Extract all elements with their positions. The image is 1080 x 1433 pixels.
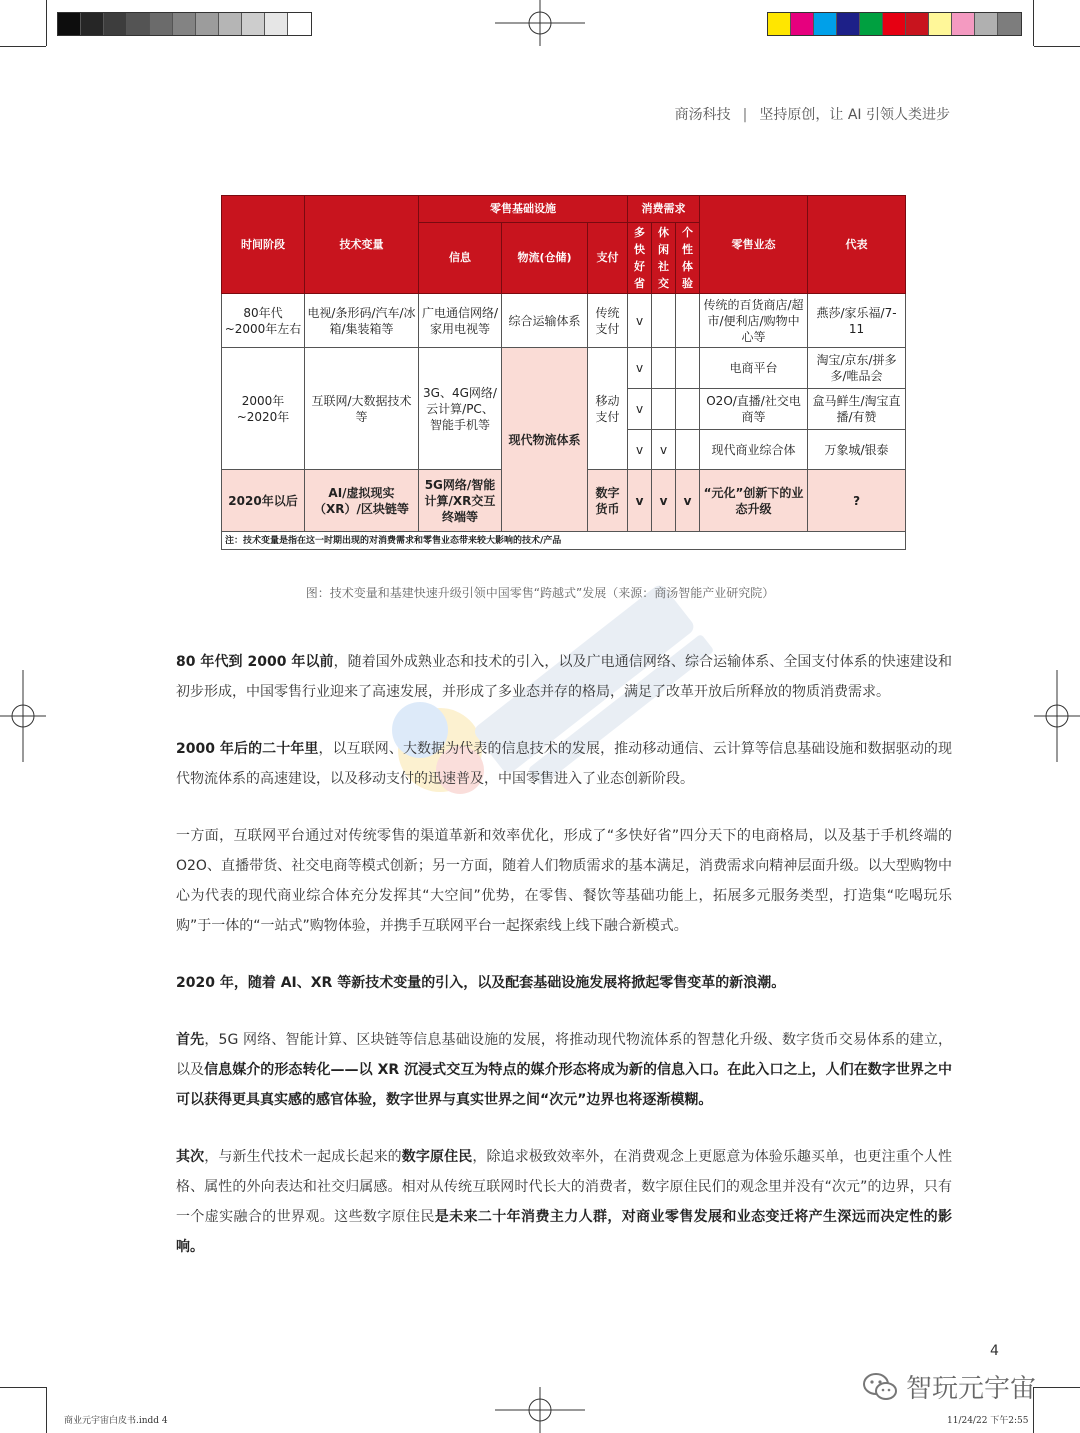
header-logistics: 物流(仓储): [502, 223, 588, 294]
gray-swatch-bar: [57, 12, 312, 36]
paragraph: [176, 734, 952, 794]
color-swatch: [952, 13, 975, 35]
color-swatch: [837, 13, 860, 35]
cell-period: 2000年~2020年: [222, 348, 305, 470]
cell-empty: [676, 294, 700, 348]
header-demand-leisure: 休闲社交: [652, 223, 676, 294]
cell-rep: 燕莎/家乐福/7-11: [808, 294, 906, 348]
cell-info: 3G、4G网络/云计算/PC、智能手机等: [419, 348, 502, 470]
wechat-icon: [862, 1372, 898, 1402]
crop-mark: [1034, 46, 1080, 47]
header-demand-experience: 个性体验: [676, 223, 700, 294]
paragraph: [176, 1025, 952, 1115]
figure-caption: 图：技术变量和基建快速升级引领中国零售“跨越式”发展（来源：商汤智能产业研究院）: [305, 586, 775, 600]
cell-tech: 电视/条形码/汽车/冰箱/集装箱等: [305, 294, 419, 348]
color-swatch: [791, 13, 814, 35]
registration-mark-left: [0, 670, 46, 762]
cell-business: 现代商业综合体: [700, 430, 808, 470]
header-tech: 技术变量: [305, 196, 419, 294]
cell-business: 传统的百货商店/超市/便利店/购物中心等: [700, 294, 808, 348]
color-swatch: [883, 13, 906, 35]
cell-tech: 互联网/大数据技术等: [305, 348, 419, 470]
header-rep: 代表: [808, 196, 906, 294]
cell-check: v: [628, 294, 652, 348]
cell-empty: [676, 348, 700, 389]
page-number: 4: [990, 1343, 999, 1359]
color-swatch: [975, 13, 998, 35]
cell-check: v: [628, 389, 652, 430]
paragraph: [176, 821, 952, 941]
cell-empty: [652, 348, 676, 389]
cell-business: “元化”创新下的业态升级: [700, 470, 808, 532]
cell-business: 电商平台: [700, 348, 808, 389]
cell-check: v: [652, 430, 676, 470]
cell-empty: [676, 430, 700, 470]
bold-phrase: 信息媒介的形态转化——以 XR 沉浸式交互为特点的媒介形态将成为新的信息入口。在此入口之上，人们在数字世界之中可以获得更具真实感的感官体验，数字世界与真实世界之间“次元”边界也将逐渐模糊。: [176, 1062, 952, 1108]
cell-payment: 数字货币: [588, 470, 628, 532]
paragraph-text: ，以互联网、大数据为代表的信息技术的发展，推动移动通信、云计算等信息基础设施和数据驱动的现代物流体系的高速建设，以及移动支付的迅速普及，中国零售进入了业态创新阶段。: [176, 741, 952, 787]
cell-check: v: [628, 430, 652, 470]
cell-empty: [676, 389, 700, 430]
cell-check: v: [676, 470, 700, 532]
article-body: [176, 647, 952, 1289]
paragraph-text: 一方面，互联网平台通过对传统零售的渠道革新和效率优化，形成了“多快好省”四分天下的电商格局，以及基于手机终端的 O2O、直播带货、社交电商等模式创新；另一方面，随着人们物质需求的基本满足，消费需求向精神层面升级。以大型购物中心为代表的现代商业综合体充分发挥其“大空间”优势，在零售、餐饮等基础功能上，拓展多元服务类型，打造集“吃喝玩乐购”于一体的“一站式”购物体验，并携手互联网平台一起探索线上线下融合新模式。: [176, 828, 952, 934]
color-swatch: [58, 13, 81, 35]
color-swatch: [81, 13, 104, 35]
cell-tech: AI/虚拟现实（XR）/区块链等: [305, 470, 419, 532]
crop-mark: [0, 1387, 46, 1388]
header-demand-efficiency: 多快好省: [628, 223, 652, 294]
header-demand: 消费需求: [628, 196, 700, 223]
cell-empty: [652, 294, 676, 348]
cell-business: O2O/直播/社交电商等: [700, 389, 808, 430]
table-row: [222, 348, 906, 389]
color-swatch: [127, 13, 150, 35]
paragraph: [176, 968, 952, 998]
cell-info: 5G网络/智能计算/XR交互终端等: [419, 470, 502, 532]
color-swatch: [998, 13, 1021, 35]
registration-mark-top: [495, 0, 585, 46]
cell-rep: 万象城/银泰: [808, 430, 906, 470]
color-swatch: [242, 13, 265, 35]
company-name: 商汤科技: [674, 107, 731, 123]
paragraph: [176, 1142, 952, 1262]
cell-logistics: 综合运输体系: [502, 294, 588, 348]
color-swatch: [219, 13, 242, 35]
bold-phrase: 其次: [176, 1149, 205, 1165]
cell-check: v: [628, 348, 652, 389]
bold-phrase: 数字原住民: [401, 1149, 473, 1165]
company-slogan: 坚持原创，让 AI 引领人类进步: [759, 107, 950, 123]
color-swatch: [196, 13, 219, 35]
brand-name: 智玩元宇宙: [906, 1374, 1037, 1404]
cell-payment: 传统支付: [588, 294, 628, 348]
cell-check: v: [628, 470, 652, 532]
cell-logistics: 现代物流体系: [502, 348, 588, 532]
bold-phrase: 2020 年，随着 AI、XR 等新技术变量的引入，以及配套基础设施发展将掀起零售变革的新浪潮。: [176, 975, 786, 991]
print-timestamp: 11/24/22 下午2:55: [947, 1416, 1029, 1426]
crop-mark: [46, 0, 47, 46]
bold-phrase: 80 年代到 2000 年以前: [176, 654, 334, 670]
color-swatch-bar: [767, 12, 1022, 36]
paragraph-text: ，除追求极致效率外，在消费观念上更愿意为体验乐趣买单，也更注重个人性格、属性的外向表达和社交归属感。相对从传统互联网时代长大的消费者，数字原住民们的观念里并没有“次元”的边界，只有一个虚实融合的世界观。这些数字原住民: [176, 1149, 953, 1225]
cell-rep: ?: [808, 470, 906, 532]
color-swatch: [288, 13, 311, 35]
header-business: 零售业态: [700, 196, 808, 294]
header-info: 信息: [419, 223, 502, 294]
cell-period: 80年代~2000年左右: [222, 294, 305, 348]
cell-period: 2020年以后: [222, 470, 305, 532]
cell-rep: 盒马鲜生/淘宝直播/有赞: [808, 389, 906, 430]
page-header: [675, 104, 950, 124]
table-note-row: [222, 532, 906, 550]
color-swatch: [768, 13, 791, 35]
registration-mark-bottom: [495, 1387, 585, 1433]
header-separator: |: [742, 107, 748, 123]
file-info: 商业元宇宙白皮书.indd 4: [64, 1416, 168, 1426]
cell-payment: 移动支付: [588, 348, 628, 470]
crop-mark: [1033, 0, 1034, 46]
color-swatch: [104, 13, 127, 35]
cell-info: 广电通信网络/家用电视等: [419, 294, 502, 348]
retail-development-table: [221, 195, 905, 550]
cell-check: v: [652, 470, 676, 532]
crop-mark: [0, 46, 46, 47]
bold-phrase: 2000 年后的二十年里: [176, 741, 319, 757]
color-swatch: [173, 13, 196, 35]
registration-mark-right: [1034, 670, 1080, 762]
paragraph-text: ，与新生代技术一起成长起来的: [204, 1149, 402, 1165]
cell-empty: [652, 389, 676, 430]
brand-watermark: [862, 1368, 1036, 1405]
color-swatch: [265, 13, 288, 35]
table-row: [222, 294, 906, 348]
bold-phrase: 是未来二十年消费主力人群，对商业零售发展和业态变迁将产生深远而决定性的影响。: [176, 1209, 953, 1255]
paragraph-text: ，5G 网络、智能计算、区块链等信息基础设施的发展，将推动现代物流体系的智慧化升级、数字货币交易体系的建立，以及: [176, 1032, 953, 1078]
crop-mark: [1034, 1387, 1080, 1388]
paragraph-text: ，随着国外成熟业态和技术的引入，以及广电通信网络、综合运输体系、全国支付体系的快速建设和初步形成，中国零售行业迎来了高速发展，并形成了多业态并存的格局，满足了改革开放后所释放的物质消费需求。: [176, 654, 952, 700]
header-period: 时间阶段: [222, 196, 305, 294]
color-swatch: [150, 13, 173, 35]
color-swatch: [814, 13, 837, 35]
color-swatch: [929, 13, 952, 35]
table-note: 注：技术变量是指在这一时期出现的对消费需求和零售业态带来较大影响的技术/产品: [222, 532, 906, 550]
header-infra: 零售基础设施: [419, 196, 628, 223]
cell-rep: 淘宝/京东/拼多多/唯品会: [808, 348, 906, 389]
bold-phrase: 首先: [176, 1032, 205, 1048]
paragraph: [176, 647, 952, 707]
crop-mark: [46, 1387, 47, 1433]
color-swatch: [860, 13, 883, 35]
color-swatch: [906, 13, 929, 35]
header-payment: 支付: [588, 223, 628, 294]
